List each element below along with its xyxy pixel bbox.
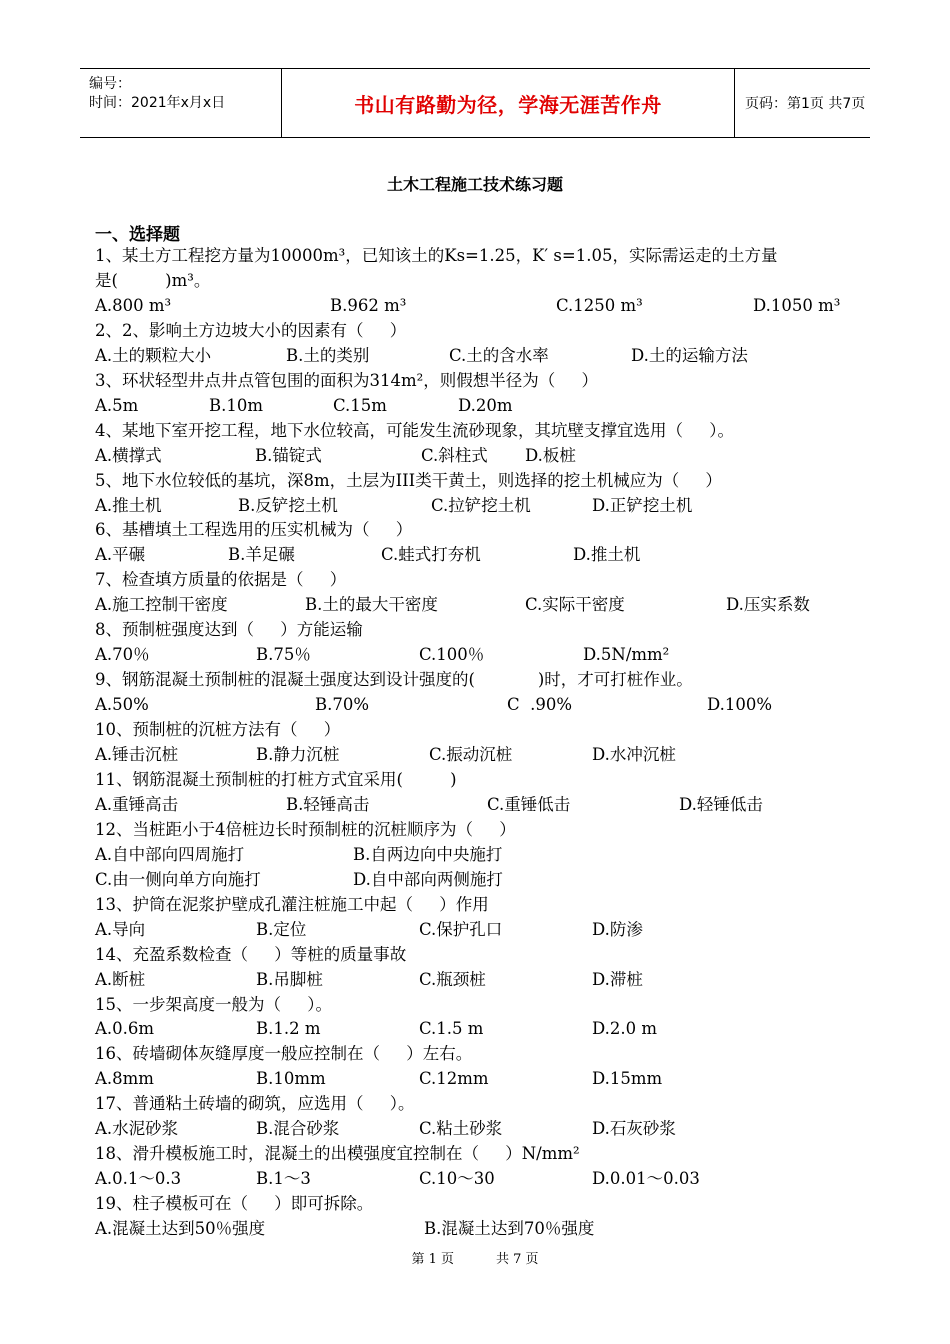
answer-option: C.由一侧向单方向施打: [95, 869, 261, 889]
question-stem: 7、检查填方质量的依据是（ ）: [95, 570, 347, 590]
answer-option: A.平碾: [95, 545, 146, 565]
answer-option: A.8mm: [95, 1069, 154, 1089]
question-stem: 17、普通粘土砖墙的砌筑，应选用（ ）。: [95, 1094, 415, 1114]
answer-option: B.土的最大干密度: [305, 595, 438, 615]
answer-option: C.保护孔口: [419, 919, 503, 939]
question-stem: 4、某地下室开挖工程，地下水位较高，可能发生流砂现象，其坑壁支撑宜选用（ ）。: [95, 420, 734, 440]
answer-option: C.1.5 m: [419, 1019, 484, 1039]
answer-option: B.10mm: [256, 1069, 326, 1089]
answer-option: D.石灰砂浆: [592, 1119, 676, 1139]
question-stem: 2、2、影响土方边坡大小的因素有（ ）: [95, 320, 407, 340]
question-stem: 8、预制桩强度达到（ ）方能运输: [95, 620, 363, 640]
answer-option: A.70％: [95, 645, 150, 665]
answer-option: D.自中部向两侧施打: [353, 869, 503, 889]
answer-option: A.50%: [95, 695, 149, 715]
answer-option: C.实际干密度: [525, 595, 625, 615]
answer-option: D.2.0 m: [592, 1019, 658, 1039]
answer-option: B.70%: [315, 695, 370, 715]
answer-option: D.0.01～0.03: [592, 1169, 700, 1189]
answer-option: A.重锤高击: [95, 794, 179, 814]
footer-total-pages: 共 7 页: [496, 1252, 539, 1267]
answer-option: B.锚锭式: [255, 445, 322, 465]
page-footer: [0, 1248, 950, 1267]
answer-option: C.12mm: [419, 1069, 489, 1089]
answer-option: C.振动沉桩: [429, 745, 513, 764]
answer-option: D.板桩: [525, 445, 576, 465]
doc-title: 土木工程施工技术练习题: [386, 175, 563, 194]
answer-option: B.962 m³: [330, 295, 407, 315]
answer-option: D.防渗: [592, 919, 643, 939]
answer-option: D.20m: [458, 395, 513, 415]
question-stem: 6、基槽填土工程选用的压实机械为（ ）: [95, 520, 413, 540]
question-stem: 13、护筒在泥浆护壁成孔灌注桩施工中起（ ）作用: [95, 894, 489, 914]
answer-option: A.推土机: [95, 495, 162, 515]
answer-option: D.5N/mm²: [583, 645, 670, 665]
answer-option: A.5m: [95, 395, 139, 415]
answer-option: C.粘土砂浆: [419, 1119, 503, 1139]
answer-option: C.蛙式打夯机: [381, 545, 481, 565]
answer-option: B.1.2 m: [256, 1019, 321, 1039]
answer-option: A.断桩: [95, 969, 146, 989]
question-stem: 1、某土方工程挖方量为10000m³，已知该土的Ks=1.25，K′ s=1.05，实际需运走的土方量: [95, 246, 778, 265]
answer-option: D.轻锤低击: [679, 794, 763, 814]
answer-option: C.重锤低击: [487, 794, 571, 814]
answer-option: C.15m: [333, 395, 387, 415]
date-label: 时间：2021年x月x日: [89, 95, 226, 111]
answer-option: A.自中部向四周施打: [95, 844, 245, 864]
serial-label: 编号：: [89, 76, 131, 92]
answer-option: C.10～30: [419, 1169, 495, 1189]
question-stem: 9、钢筋混凝土预制桩的混凝土强度达到设计强度的( )时，才可打桩作业。: [95, 670, 693, 690]
question-stem: 12、当桩距小于4倍桩边长时预制桩的沉桩顺序为（ ）: [95, 819, 516, 839]
answer-option: B.75％: [256, 645, 311, 665]
answer-option: A.锤击沉桩: [95, 745, 179, 764]
answer-option: D.压实系数: [726, 595, 810, 615]
answer-option: B.吊脚桩: [256, 969, 323, 989]
answer-option: D.正铲挖土机: [592, 495, 693, 515]
answer-option: D.推土机: [573, 545, 641, 565]
answer-option: B.混凝土达到70％强度: [424, 1219, 595, 1239]
section-title: 一、选择题: [95, 225, 180, 245]
answer-option: C.100％: [419, 645, 485, 665]
answer-option: A.横撑式: [95, 445, 162, 465]
answer-option: B.羊足碾: [228, 545, 295, 565]
answer-option: D.100%: [707, 695, 773, 715]
answer-option: D.水冲沉桩: [592, 745, 676, 764]
answer-option: D.土的运输方法: [631, 345, 748, 365]
answer-option: A.施工控制干密度: [95, 595, 228, 615]
answer-option: C.1250 m³: [556, 295, 643, 315]
answer-option: A.水泥砂浆: [95, 1119, 179, 1139]
answer-option: B.土的类别: [286, 345, 370, 365]
answer-option: B.1～3: [256, 1169, 311, 1189]
question-stem: 10、预制桩的沉桩方法有（ ）: [95, 720, 341, 740]
answer-option: B.反铲挖土机: [238, 495, 338, 515]
page-header: [80, 68, 870, 138]
answer-option: B.定位: [256, 919, 307, 939]
answer-option: A.混凝土达到50％强度: [95, 1219, 266, 1239]
answer-option: A.800 m³: [95, 295, 172, 315]
question-stem-continued: 是( )m³。: [95, 270, 211, 290]
header-info-cell: [80, 69, 281, 137]
answer-option: C.土的含水率: [449, 345, 549, 365]
answer-option: A.0.1～0.3: [95, 1169, 182, 1189]
answer-option: C.瓶颈桩: [419, 969, 486, 989]
answer-option: B.静力沉桩: [256, 745, 340, 764]
answer-option: B.10m: [209, 395, 264, 415]
header-page-info: 页码：第1页 共7页: [745, 96, 866, 112]
footer-page-number: 第 1 页: [411, 1252, 454, 1267]
answer-option: B.自两边向中央施打: [353, 844, 503, 864]
answer-option: D.15mm: [592, 1069, 663, 1089]
answer-option: B.轻锤高击: [286, 794, 370, 814]
question-stem: 16、砖墙砌体灰缝厚度一般应控制在（ ）左右。: [95, 1044, 473, 1064]
question-stem: 18、滑升模板施工时，混凝土的出模强度宜控制在（ ）N/mm²: [95, 1144, 580, 1164]
answer-option: C.拉铲挖土机: [431, 495, 531, 515]
question-stem: 11、钢筋混凝土预制桩的打桩方式宜采用( ): [95, 769, 457, 789]
answer-option: C .90%: [507, 695, 573, 715]
answer-option: D.1050 m³: [753, 295, 841, 315]
question-stem: 15、一步架高度一般为（ ）。: [95, 994, 332, 1014]
answer-option: A.0.6m: [95, 1019, 155, 1039]
answer-option: B.混合砂浆: [256, 1119, 340, 1139]
question-stem: 19、柱子模板可在（ ）即可拆除。: [95, 1194, 374, 1214]
question-stem: 14、充盈系数检查（ ）等桩的质量事故: [95, 944, 407, 964]
question-stem: 3、环状轻型井点井点管包围的面积为314m²，则假想半径为（ ）: [95, 370, 598, 390]
answer-option: C.斜柱式: [421, 445, 488, 465]
answer-option: A.土的颗粒大小: [95, 345, 212, 365]
answer-option: A.导向: [95, 919, 146, 939]
answer-option: D.滞桩: [592, 969, 643, 989]
question-stem: 5、地下水位较低的基坑，深8m，土层为III类干黄土，则选择的挖土机械应为（ ）: [95, 470, 722, 490]
header-motto: 书山有路勤为径，学海无涯苦作舟: [354, 92, 662, 117]
